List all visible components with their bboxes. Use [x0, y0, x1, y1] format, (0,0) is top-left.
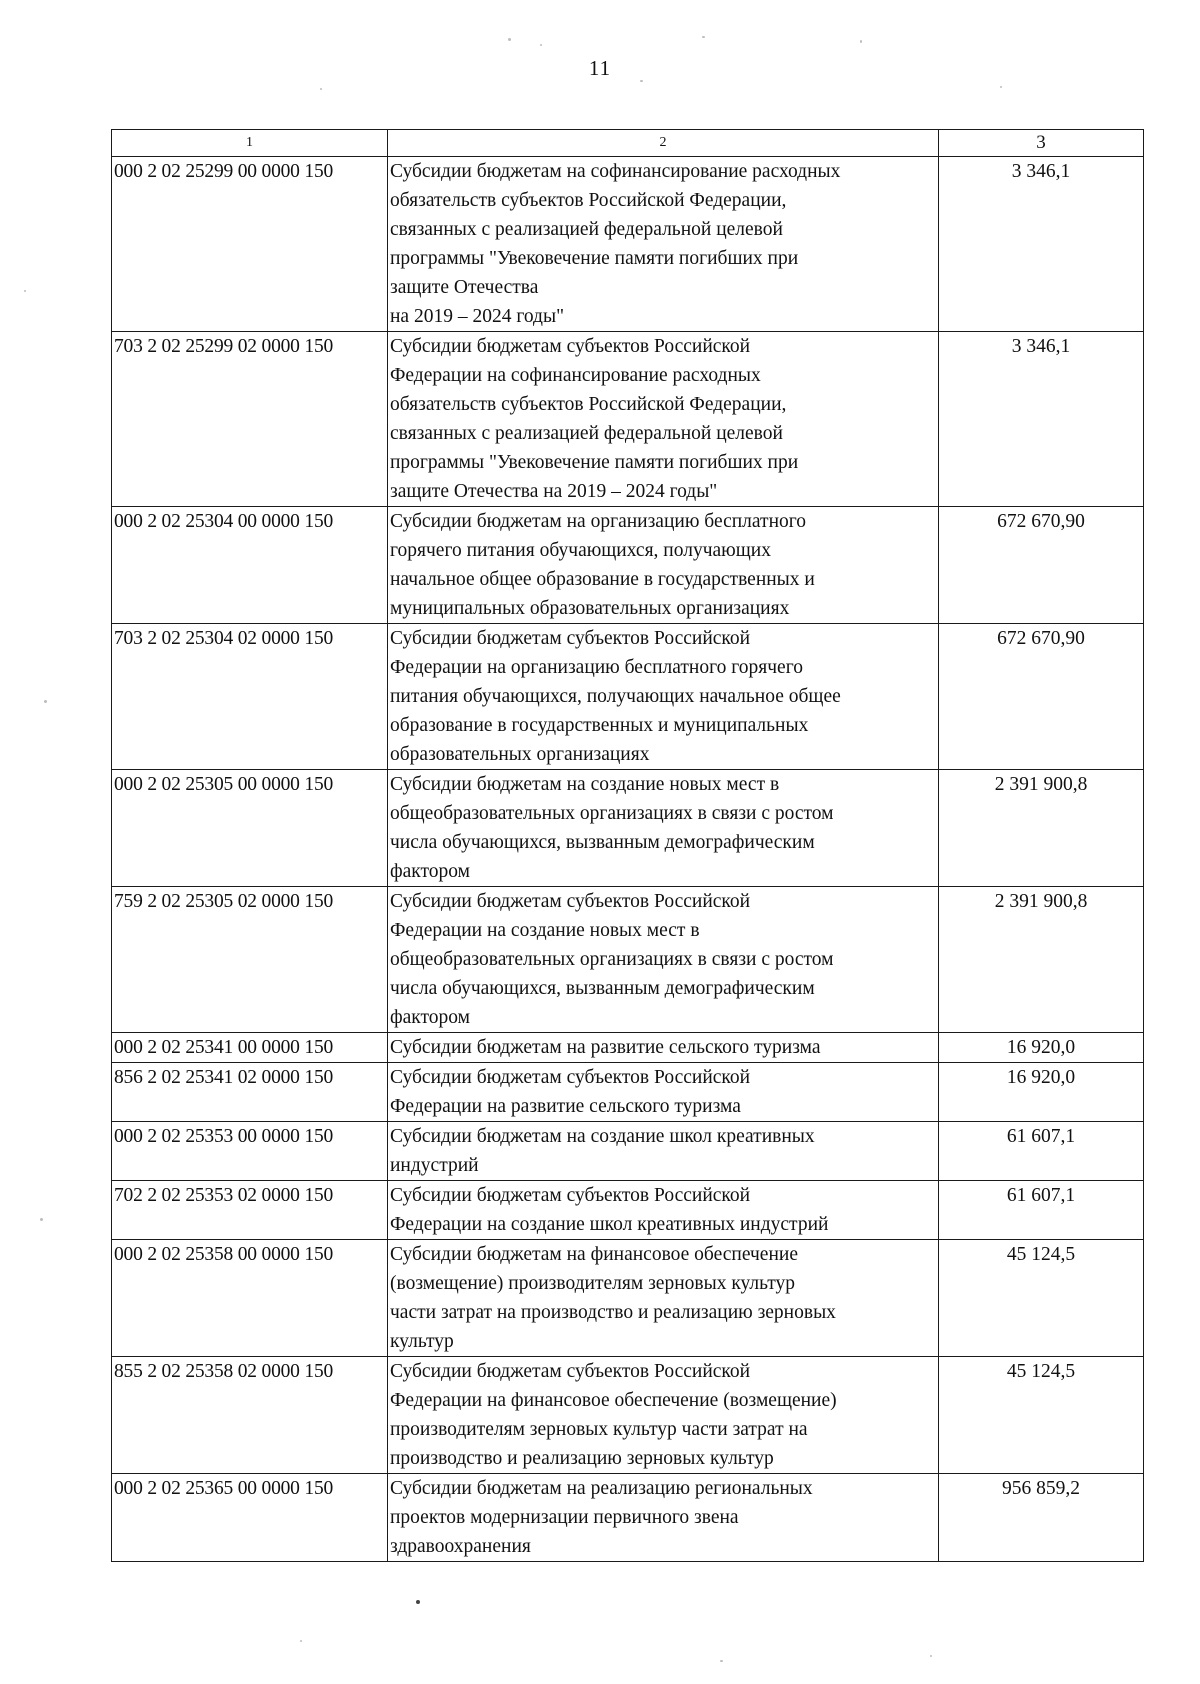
- description-line: фактором: [390, 861, 470, 882]
- description-line: муниципальных образовательных организациях: [390, 598, 790, 619]
- page-number: 11: [588, 56, 612, 80]
- budget-code-cell: 000 2 02 25341 00 0000 150: [112, 1033, 388, 1063]
- budget-code-cell: 703 2 02 25304 02 0000 150: [112, 624, 388, 770]
- table-row: [112, 1357, 1144, 1474]
- description-cell: [388, 507, 939, 624]
- description-line: проектов модернизации первичного звена: [390, 1507, 739, 1528]
- budget-code-cell: 000 2 02 25353 00 0000 150: [112, 1122, 388, 1181]
- description-line: Федерации на создание школ креативных индустрий: [390, 1214, 829, 1235]
- description-line: обязательств субъектов Российской Федерации,: [390, 394, 787, 415]
- amount-cell: 3 346,1: [939, 332, 1144, 507]
- description-line: части затрат на производство и реализацию зерновых: [390, 1302, 836, 1323]
- amount-cell: 16 920,0: [939, 1033, 1144, 1063]
- column-header-code: 1: [112, 130, 388, 157]
- description-line: Субсидии бюджетам на организацию бесплатного: [390, 511, 807, 532]
- description-cell: [388, 624, 939, 770]
- column-header-amount: 3: [939, 130, 1144, 157]
- table-row: [112, 1033, 1144, 1063]
- budget-code-cell: 000 2 02 25304 00 0000 150: [112, 507, 388, 624]
- description-line: на 2019 – 2024 годы": [390, 306, 565, 327]
- description-line: программы "Увековечение памяти погибших при: [390, 248, 799, 269]
- column-header-description: 2: [388, 130, 939, 157]
- description-line: защите Отечества: [390, 277, 539, 298]
- table-row: [112, 1240, 1144, 1357]
- description-line: защите Отечества на 2019 – 2024 годы": [390, 481, 718, 502]
- budget-code-cell: 856 2 02 25341 02 0000 150: [112, 1063, 388, 1122]
- description-line: культур: [390, 1331, 454, 1352]
- amount-cell: 672 670,90: [939, 507, 1144, 624]
- description-line: Субсидии бюджетам субъектов Российской: [390, 336, 751, 357]
- amount-cell: 2 391 900,8: [939, 770, 1144, 887]
- description-line: программы "Увековечение памяти погибших при: [390, 452, 799, 473]
- description-line: Субсидии бюджетам субъектов Российской: [390, 1185, 751, 1206]
- budget-code-cell: 000 2 02 25299 00 0000 150: [112, 157, 388, 332]
- description-line: производство и реализацию зерновых культур: [390, 1448, 774, 1469]
- table-row: [112, 332, 1144, 507]
- table-row: [112, 157, 1144, 332]
- description-line: Федерации на софинансирование расходных: [390, 365, 761, 386]
- description-line: связанных с реализацией федеральной целевой: [390, 219, 783, 240]
- description-line: числа обучающихся, вызванным демографическим: [390, 978, 815, 999]
- budget-code-cell: 759 2 02 25305 02 0000 150: [112, 887, 388, 1033]
- description-line: Субсидии бюджетам на реализацию региональных: [390, 1478, 813, 1499]
- description-line: (возмещение) производителям зерновых культур: [390, 1273, 796, 1294]
- table-row: [112, 624, 1144, 770]
- table-row: [112, 1474, 1144, 1562]
- amount-cell: 61 607,1: [939, 1122, 1144, 1181]
- table-row: [112, 1181, 1144, 1240]
- description-cell: [388, 1240, 939, 1357]
- description-line: производителям зерновых культур части затрат на: [390, 1419, 808, 1440]
- budget-code-cell: 702 2 02 25353 02 0000 150: [112, 1181, 388, 1240]
- description-cell: [388, 1122, 939, 1181]
- description-cell: [388, 1357, 939, 1474]
- description-cell: [388, 332, 939, 507]
- description-line: Субсидии бюджетам на создание школ креативных: [390, 1126, 815, 1147]
- description-line: Субсидии бюджетам субъектов Российской: [390, 628, 751, 649]
- table-row: [112, 1063, 1144, 1122]
- description-line: Федерации на организацию бесплатного горячего: [390, 657, 803, 678]
- description-cell: [388, 157, 939, 332]
- description-line: фактором: [390, 1007, 470, 1028]
- description-line: горячего питания обучающихся, получающих: [390, 540, 771, 561]
- description-line: Федерации на развитие сельского туризма: [390, 1096, 741, 1117]
- description-cell: [388, 770, 939, 887]
- amount-cell: 672 670,90: [939, 624, 1144, 770]
- table-header-row: [112, 130, 1144, 157]
- description-line: связанных с реализацией федеральной целевой: [390, 423, 783, 444]
- description-line: индустрий: [390, 1155, 479, 1176]
- amount-cell: 45 124,5: [939, 1357, 1144, 1474]
- amount-cell: 956 859,2: [939, 1474, 1144, 1562]
- description-line: Субсидии бюджетам на финансовое обеспечение: [390, 1244, 798, 1265]
- budget-code-cell: 000 2 02 25358 00 0000 150: [112, 1240, 388, 1357]
- amount-cell: 45 124,5: [939, 1240, 1144, 1357]
- table-row: [112, 887, 1144, 1033]
- description-line: начальное общее образование в государственных и: [390, 569, 815, 590]
- table-row: [112, 1122, 1144, 1181]
- description-cell: [388, 1063, 939, 1122]
- description-line: образование в государственных и муниципальных: [390, 715, 809, 736]
- budget-revenue-table: [111, 129, 1144, 1562]
- description-cell: [388, 1474, 939, 1562]
- description-line: Субсидии бюджетам субъектов Российской: [390, 1067, 751, 1088]
- amount-cell: 61 607,1: [939, 1181, 1144, 1240]
- table-row: [112, 507, 1144, 624]
- amount-cell: 2 391 900,8: [939, 887, 1144, 1033]
- description-line: питания обучающихся, получающих начальное общее: [390, 686, 841, 707]
- description-line: Субсидии бюджетам субъектов Российской: [390, 1361, 751, 1382]
- amount-cell: 3 346,1: [939, 157, 1144, 332]
- description-line: Субсидии бюджетам на софинансирование расходных: [390, 161, 841, 182]
- description-line: общеобразовательных организациях в связи с ростом: [390, 949, 834, 970]
- description-line: Субсидии бюджетам на создание новых мест в: [390, 774, 780, 795]
- description-line: Субсидии бюджетам субъектов Российской: [390, 891, 751, 912]
- amount-cell: 16 920,0: [939, 1063, 1144, 1122]
- budget-code-cell: 000 2 02 25365 00 0000 150: [112, 1474, 388, 1562]
- description-line: образовательных организациях: [390, 744, 650, 765]
- budget-code-cell: 703 2 02 25299 02 0000 150: [112, 332, 388, 507]
- description-line: здравоохранения: [390, 1536, 531, 1557]
- description-line: числа обучающихся, вызванным демографическим: [390, 832, 815, 853]
- table-body: [112, 157, 1144, 1562]
- table-row: [112, 770, 1144, 887]
- description-line: Федерации на финансовое обеспечение (возмещение): [390, 1390, 837, 1411]
- description-line: Субсидии бюджетам на развитие сельского туризма: [390, 1037, 821, 1058]
- description-cell: [388, 887, 939, 1033]
- description-cell: [388, 1033, 939, 1063]
- budget-code-cell: 000 2 02 25305 00 0000 150: [112, 770, 388, 887]
- description-line: общеобразовательных организациях в связи с ростом: [390, 803, 834, 824]
- description-line: Федерации на создание новых мест в: [390, 920, 700, 941]
- budget-code-cell: 855 2 02 25358 02 0000 150: [112, 1357, 388, 1474]
- description-line: обязательств субъектов Российской Федерации,: [390, 190, 787, 211]
- description-cell: [388, 1181, 939, 1240]
